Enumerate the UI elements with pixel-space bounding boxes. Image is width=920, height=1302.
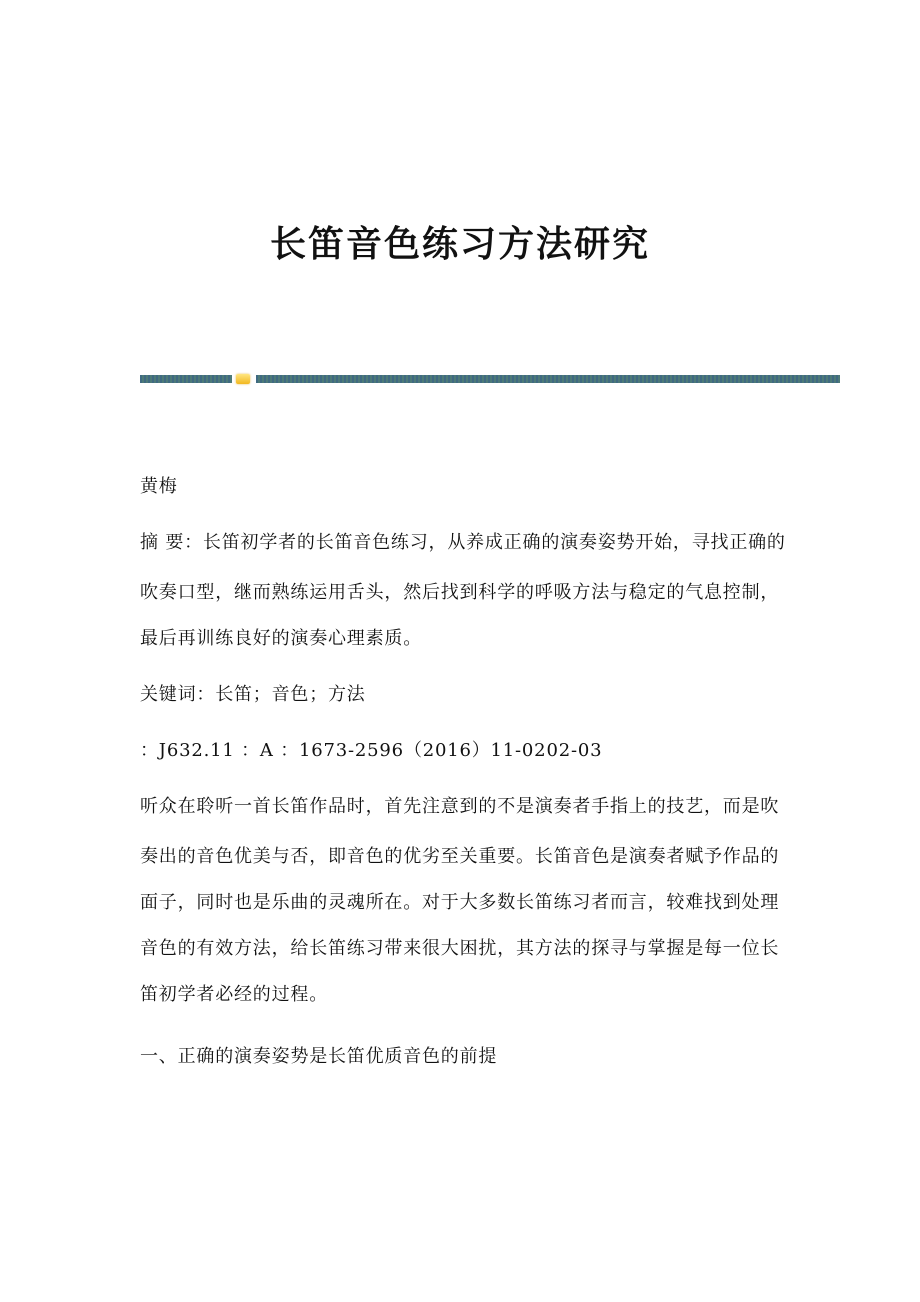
body-line: 面子，同时也是乐曲的灵魂所在。对于大多数长笛练习者而言，较难找到处理 xyxy=(140,892,780,913)
divider-bar-right xyxy=(256,375,840,383)
keywords: 关键词：长笛；音色；方法 xyxy=(140,684,366,705)
abstract-line: 摘 要：长笛初学者的长笛音色练习，从养成正确的演奏姿势开始，寻找正确的 xyxy=(140,532,786,553)
abstract-line: 吹奏口型，继而熟练运用舌头，然后找到科学的呼吸方法与稳定的气息控制， xyxy=(140,582,780,603)
title-divider xyxy=(140,375,840,383)
body-line: 听众在聆听一首长笛作品时，首先注意到的不是演奏者手指上的技艺，而是吹 xyxy=(140,796,780,817)
divider-ornament-icon xyxy=(236,374,250,384)
body-line: 奏出的音色优美与否，即音色的优劣至关重要。长笛音色是演奏者赋予作品的 xyxy=(140,846,780,867)
abstract-line: 最后再训练良好的演奏心理素质。 xyxy=(140,628,422,649)
divider-bar-left xyxy=(140,375,232,383)
body-line: 笛初学者必经的过程。 xyxy=(140,984,328,1005)
author: 黄梅 xyxy=(140,476,178,497)
body-line: 音色的有效方法，给长笛练习带来很大困扰，其方法的探寻与掌握是每一位长 xyxy=(140,938,780,959)
section-heading: 一、正确的演奏姿势是长笛优质音色的前提 xyxy=(140,1046,498,1067)
classification: ：J632.11 ：A ：1673-2596（2016）11-0202-03 xyxy=(140,740,603,761)
document-title: 长笛音色练习方法研究 xyxy=(269,223,650,265)
